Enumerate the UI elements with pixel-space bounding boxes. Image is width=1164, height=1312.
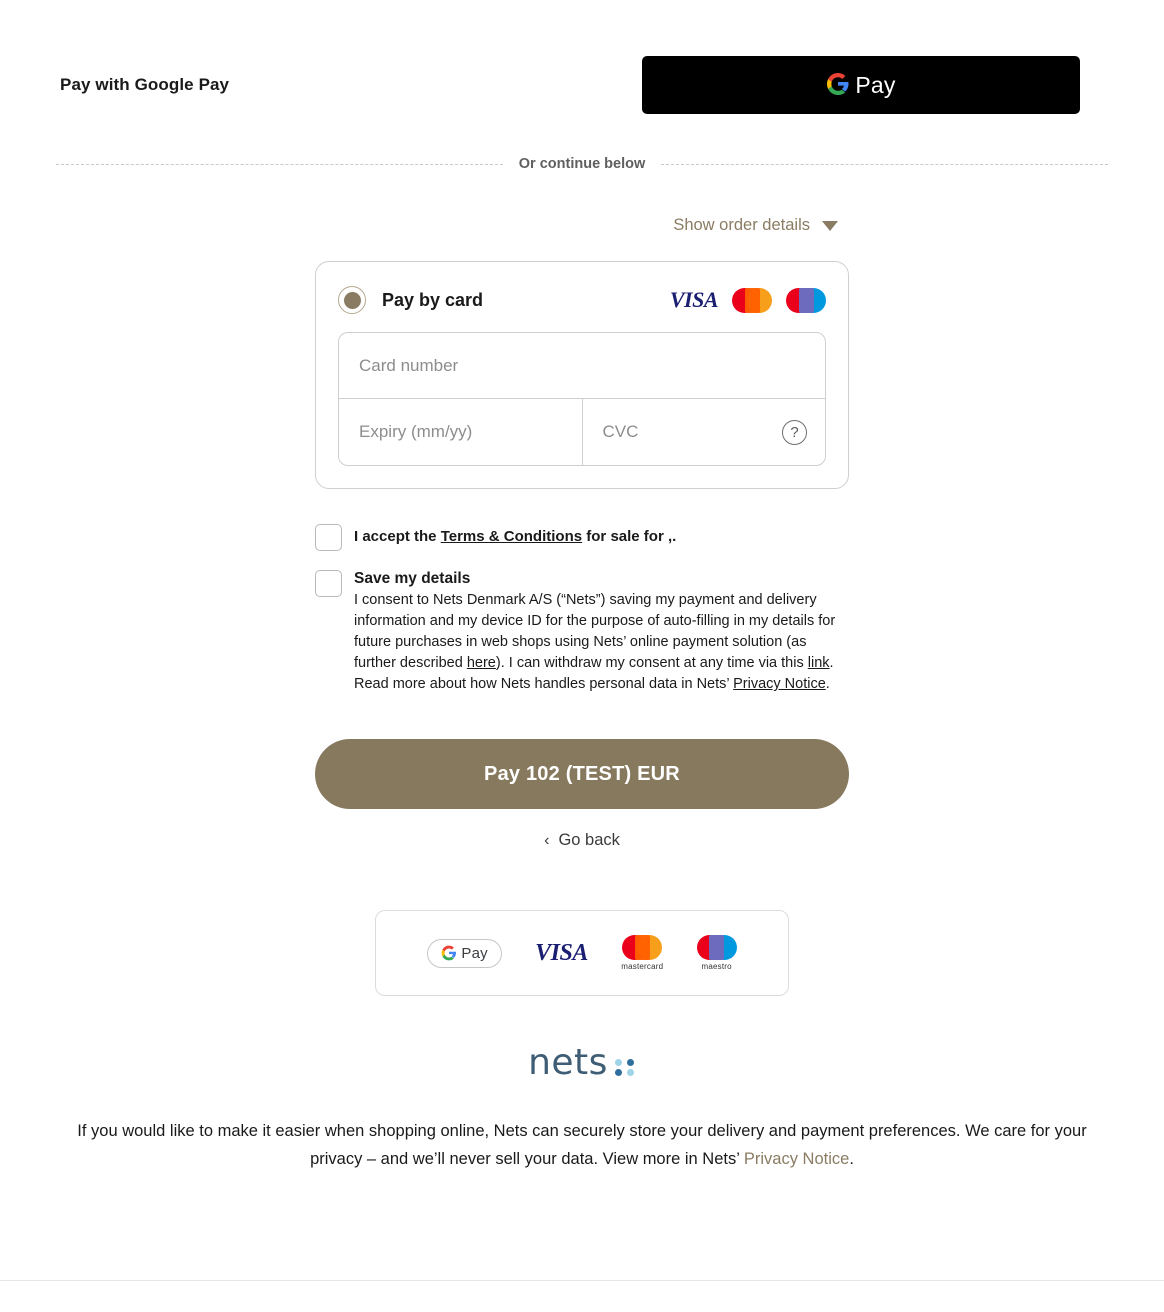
save-body-part4: .	[825, 676, 830, 693]
pay-by-card-radio[interactable]	[338, 286, 366, 314]
order-details-row	[0, 216, 1164, 235]
google-pay-strip-label: Pay	[461, 944, 488, 962]
go-back-button[interactable]	[0, 831, 1164, 850]
google-g-icon	[826, 72, 850, 99]
cvc-field[interactable]	[583, 399, 826, 465]
save-body-part1: I consent to Nets Denmark A/S (“Nets”) saving my payment and delivery information and my device ID for the purpose of auto-filling in my details for future purchases in web shops using Nets’ online payment solution (as further described	[354, 592, 836, 672]
card-number-field[interactable]	[339, 333, 825, 399]
accepted-payment-brands-strip	[375, 910, 789, 996]
footer-privacy-notice-link[interactable]: Privacy Notice	[743, 1150, 850, 1169]
mastercard-icon	[732, 288, 772, 313]
expiry-cvc-row	[339, 399, 825, 465]
nets-wordmark: nets	[528, 1042, 608, 1084]
radio-selected-dot	[344, 292, 361, 309]
pay-by-card-label: Pay by card	[382, 289, 484, 310]
show-order-details-toggle[interactable]	[673, 216, 838, 235]
consents-section	[315, 523, 849, 695]
maestro-circles-icon	[697, 935, 737, 960]
google-pay-label: Pay with Google Pay	[60, 75, 230, 94]
save-details-title: Save my details	[354, 570, 471, 587]
maestro-icon	[786, 288, 826, 313]
pay-by-card-panel	[315, 261, 849, 489]
bottom-bar	[0, 1280, 1164, 1312]
footer-text-part2: .	[849, 1150, 854, 1169]
terms-and-conditions-link[interactable]: Terms & Conditions	[440, 528, 583, 545]
terms-consent-row	[315, 523, 849, 551]
nets-dots-icon	[615, 1059, 636, 1076]
mastercard-caption: mastercard	[621, 962, 664, 972]
save-details-checkbox[interactable]	[315, 570, 342, 597]
footer-text-part1: If you would like to make it easier when shopping online, Nets can securely store your delivery and payment preferences. We care for your privacy – and we’ll never sell your data. View more in Nets’	[77, 1122, 1087, 1169]
pay-by-card-header[interactable]	[316, 262, 848, 332]
footer-privacy-text	[76, 1117, 1088, 1173]
privacy-notice-link[interactable]: Privacy Notice	[733, 676, 826, 693]
save-body-part3: . Read more about how Nets handles personal data in Nets’	[354, 655, 834, 693]
cvc-help-icon[interactable]: ?	[782, 420, 807, 445]
visa-logo: VISA	[535, 939, 588, 966]
save-details-block	[354, 569, 849, 695]
continue-below-divider	[0, 156, 1164, 172]
terms-prefix: I accept the	[354, 528, 441, 545]
here-link[interactable]: here	[466, 655, 496, 672]
maestro-logo	[697, 935, 737, 971]
card-number-input[interactable]	[357, 355, 807, 377]
save-body-part2: ). I can withdraw my consent at any time via this	[495, 655, 808, 672]
google-pay-logo	[427, 939, 501, 968]
visa-icon: VISA	[669, 287, 718, 312]
maestro-caption: maestro	[701, 962, 732, 972]
terms-consent-text	[354, 523, 676, 549]
card-fields-group	[338, 332, 826, 466]
divider-label: Or continue below	[518, 156, 646, 172]
cvc-input[interactable]	[601, 421, 808, 443]
go-back-label: Go back	[558, 831, 620, 850]
expiry-input[interactable]	[357, 421, 564, 443]
pay-button[interactable]: Pay 102 (TEST) EUR	[315, 739, 849, 809]
google-pay-button[interactable]	[642, 56, 1080, 114]
show-order-details-label: Show order details	[673, 216, 810, 234]
withdraw-consent-link[interactable]: link	[807, 655, 830, 672]
google-pay-button-label: Pay	[855, 71, 896, 98]
terms-suffix: for sale for ,.	[582, 528, 677, 545]
google-pay-section	[0, 0, 1164, 114]
chevron-down-icon	[822, 221, 838, 231]
mastercard-circles-icon	[622, 935, 662, 960]
divider-line-left	[56, 164, 503, 165]
save-details-consent-row	[315, 569, 849, 695]
terms-checkbox[interactable]	[315, 524, 342, 551]
accepted-brands	[670, 287, 826, 313]
divider-line-right	[661, 164, 1108, 165]
expiry-field[interactable]	[339, 399, 583, 465]
google-pay-mark	[826, 72, 895, 99]
save-details-body	[354, 590, 849, 695]
nets-logo	[0, 1042, 1164, 1083]
mastercard-logo	[621, 935, 663, 971]
chevron-left-icon: ‹	[544, 831, 550, 849]
